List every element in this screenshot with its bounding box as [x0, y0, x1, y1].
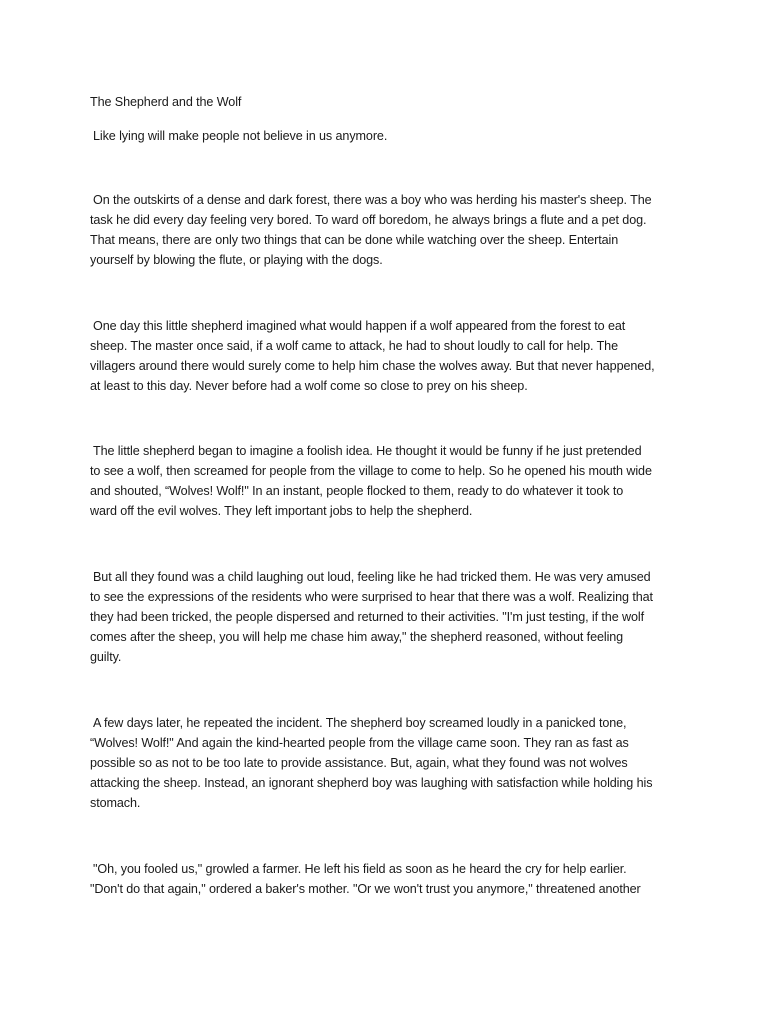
- paragraph-line: "Oh, you fooled us," growled a farmer. He left his field as soon as he heard the cry for help earlier.: [93, 862, 627, 876]
- document-title: The Shepherd and the Wolf: [90, 95, 242, 109]
- paragraph-line: But all they found was a child laughing out loud, feeling like he had tricked them. He was very amused: [93, 570, 651, 584]
- paragraph-line: to see the expressions of the residents who were surprised to hear that there was a wolf. Realizing that: [90, 590, 653, 604]
- paragraph-line: stomach.: [90, 796, 141, 810]
- paragraph-line: to see a wolf, then screamed for people from the village to come to help. So he opened his mouth wide: [90, 464, 652, 478]
- paragraph-line: at least to this day. Never before had a wolf come so close to prey on his sheep.: [90, 379, 528, 393]
- paragraph-line: comes after the sheep, you will help me chase him away," the shepherd reasoned, without feeling: [90, 630, 624, 644]
- paragraph-line: villagers around there would surely come to help him chase the wolves away. But that never happened,: [90, 359, 655, 373]
- document-subtitle: Like lying will make people not believe in us anymore.: [93, 129, 388, 143]
- paragraph-line: On the outskirts of a dense and dark forest, there was a boy who was herding his master's sheep. The: [93, 193, 652, 207]
- paragraph-line: One day this little shepherd imagined what would happen if a wolf appeared from the forest to eat: [93, 319, 626, 333]
- paragraph-line: and shouted, “Wolves! Wolf!" In an instant, people flocked to them, ready to do whatever it took to: [90, 484, 624, 498]
- paragraph-line: task he did every day feeling very bored. To ward off boredom, he always brings a flute and a pet dog.: [90, 213, 647, 227]
- paragraph-line: "Don't do that again," ordered a baker's mother. "Or we won't trust you anymore," threatened another: [90, 882, 641, 896]
- paragraph-line: sheep. The master once said, if a wolf came to attack, he had to shout loudly to call for help. The: [90, 339, 618, 353]
- paragraph-line: possible so as not to be too late to provide assistance. But, again, what they found was not wolves: [90, 756, 628, 770]
- paragraph-line: guilty.: [90, 650, 122, 664]
- paragraph-line: attacking the sheep. Instead, an ignorant shepherd boy was laughing with satisfaction while holding his: [90, 776, 653, 790]
- paragraph-line: The little shepherd began to imagine a foolish idea. He thought it would be funny if he just pretended: [93, 444, 642, 458]
- paragraph-line: That means, there are only two things that can be done while watching over the sheep. Entertain: [90, 233, 619, 247]
- paragraph-line: yourself by blowing the flute, or playing with the dogs.: [90, 253, 383, 267]
- paragraph-line: they had been tricked, the people dispersed and returned to their activities. "I'm just testing, if the wolf: [90, 610, 645, 624]
- paragraph-line: “Wolves! Wolf!" And again the kind-hearted people from the village came soon. They ran as fast as: [90, 736, 629, 750]
- paragraph-line: A few days later, he repeated the incident. The shepherd boy screamed loudly in a panicked tone,: [93, 716, 627, 730]
- paragraph-line: ward off the evil wolves. They left important jobs to help the shepherd.: [90, 504, 473, 518]
